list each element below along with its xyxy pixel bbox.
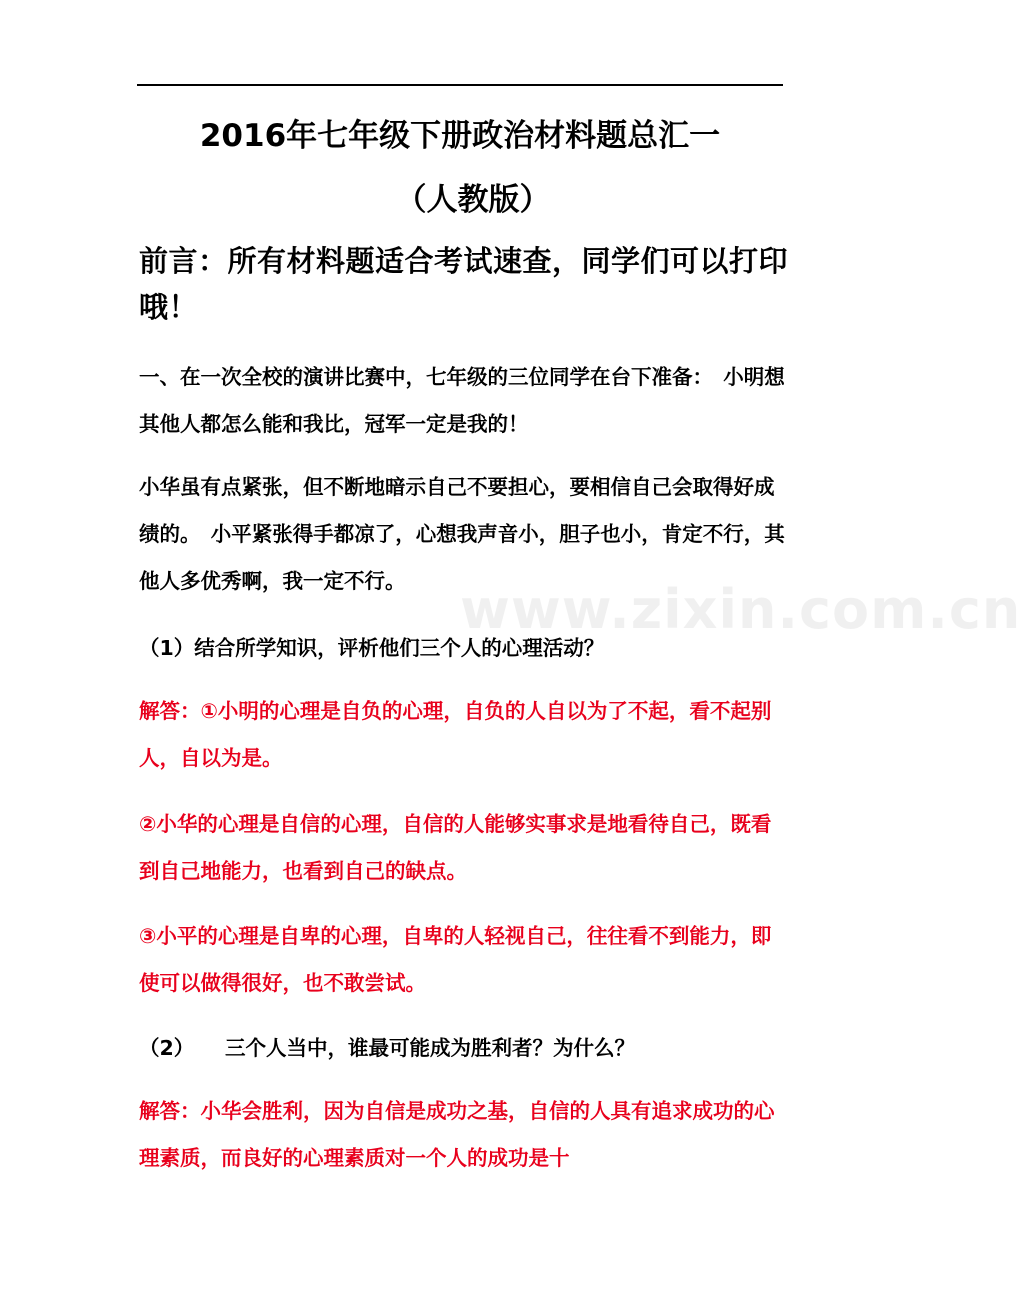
answer-1b: ②小华的心理是自信的心理，自信的人能够实事求是地看待自己，既看到自己地能力，也看到自己的缺点。 bbox=[139, 812, 772, 883]
answer-1a: 解答：①小明的心理是自负的心理，自负的人自以为了不起，看不起别人，自以为是。 bbox=[139, 699, 772, 770]
preface: 前言：所有材料题适合考试速查，同学们可以打印哦！ bbox=[139, 244, 789, 324]
question-intro: 一、在一次全校的演讲比赛中，七年级的三位同学在台下准备： 小明想其他人都怎么能和我比，冠军一定是我的！ bbox=[139, 365, 785, 436]
sub-question-1: （1）结合所学知识，评析他们三个人的心理活动？ bbox=[139, 636, 605, 660]
scenario-text: 小华虽有点紧张，但不断地暗示自己不要担心，要相信自己会取得好成绩的。 小平紧张得手都凉了，心想我声音小，胆子也小，肯定不行，其他人多优秀啊，我一定不行。 bbox=[139, 475, 785, 593]
sub-question-2: （2） 三个人当中，谁最可能成为胜利者？为什么？ bbox=[139, 1036, 636, 1060]
answer-2: 解答：小华会胜利，因为自信是成功之基，自信的人具有追求成功的心理素质，而良好的心理素质对一个人的成功是十 bbox=[139, 1099, 775, 1170]
document-title: 2016年七年级下册政治材料题总汇一 bbox=[199, 118, 721, 154]
header-rule bbox=[137, 84, 783, 86]
answer-1c: ③小平的心理是自卑的心理，自卑的人轻视自己，往往看不到能力，即使可以做得很好，也不敢尝试。 bbox=[139, 924, 772, 995]
watermark: www.zixin.com.cn bbox=[460, 578, 1021, 641]
document-subtitle: （人教版） bbox=[395, 182, 551, 218]
